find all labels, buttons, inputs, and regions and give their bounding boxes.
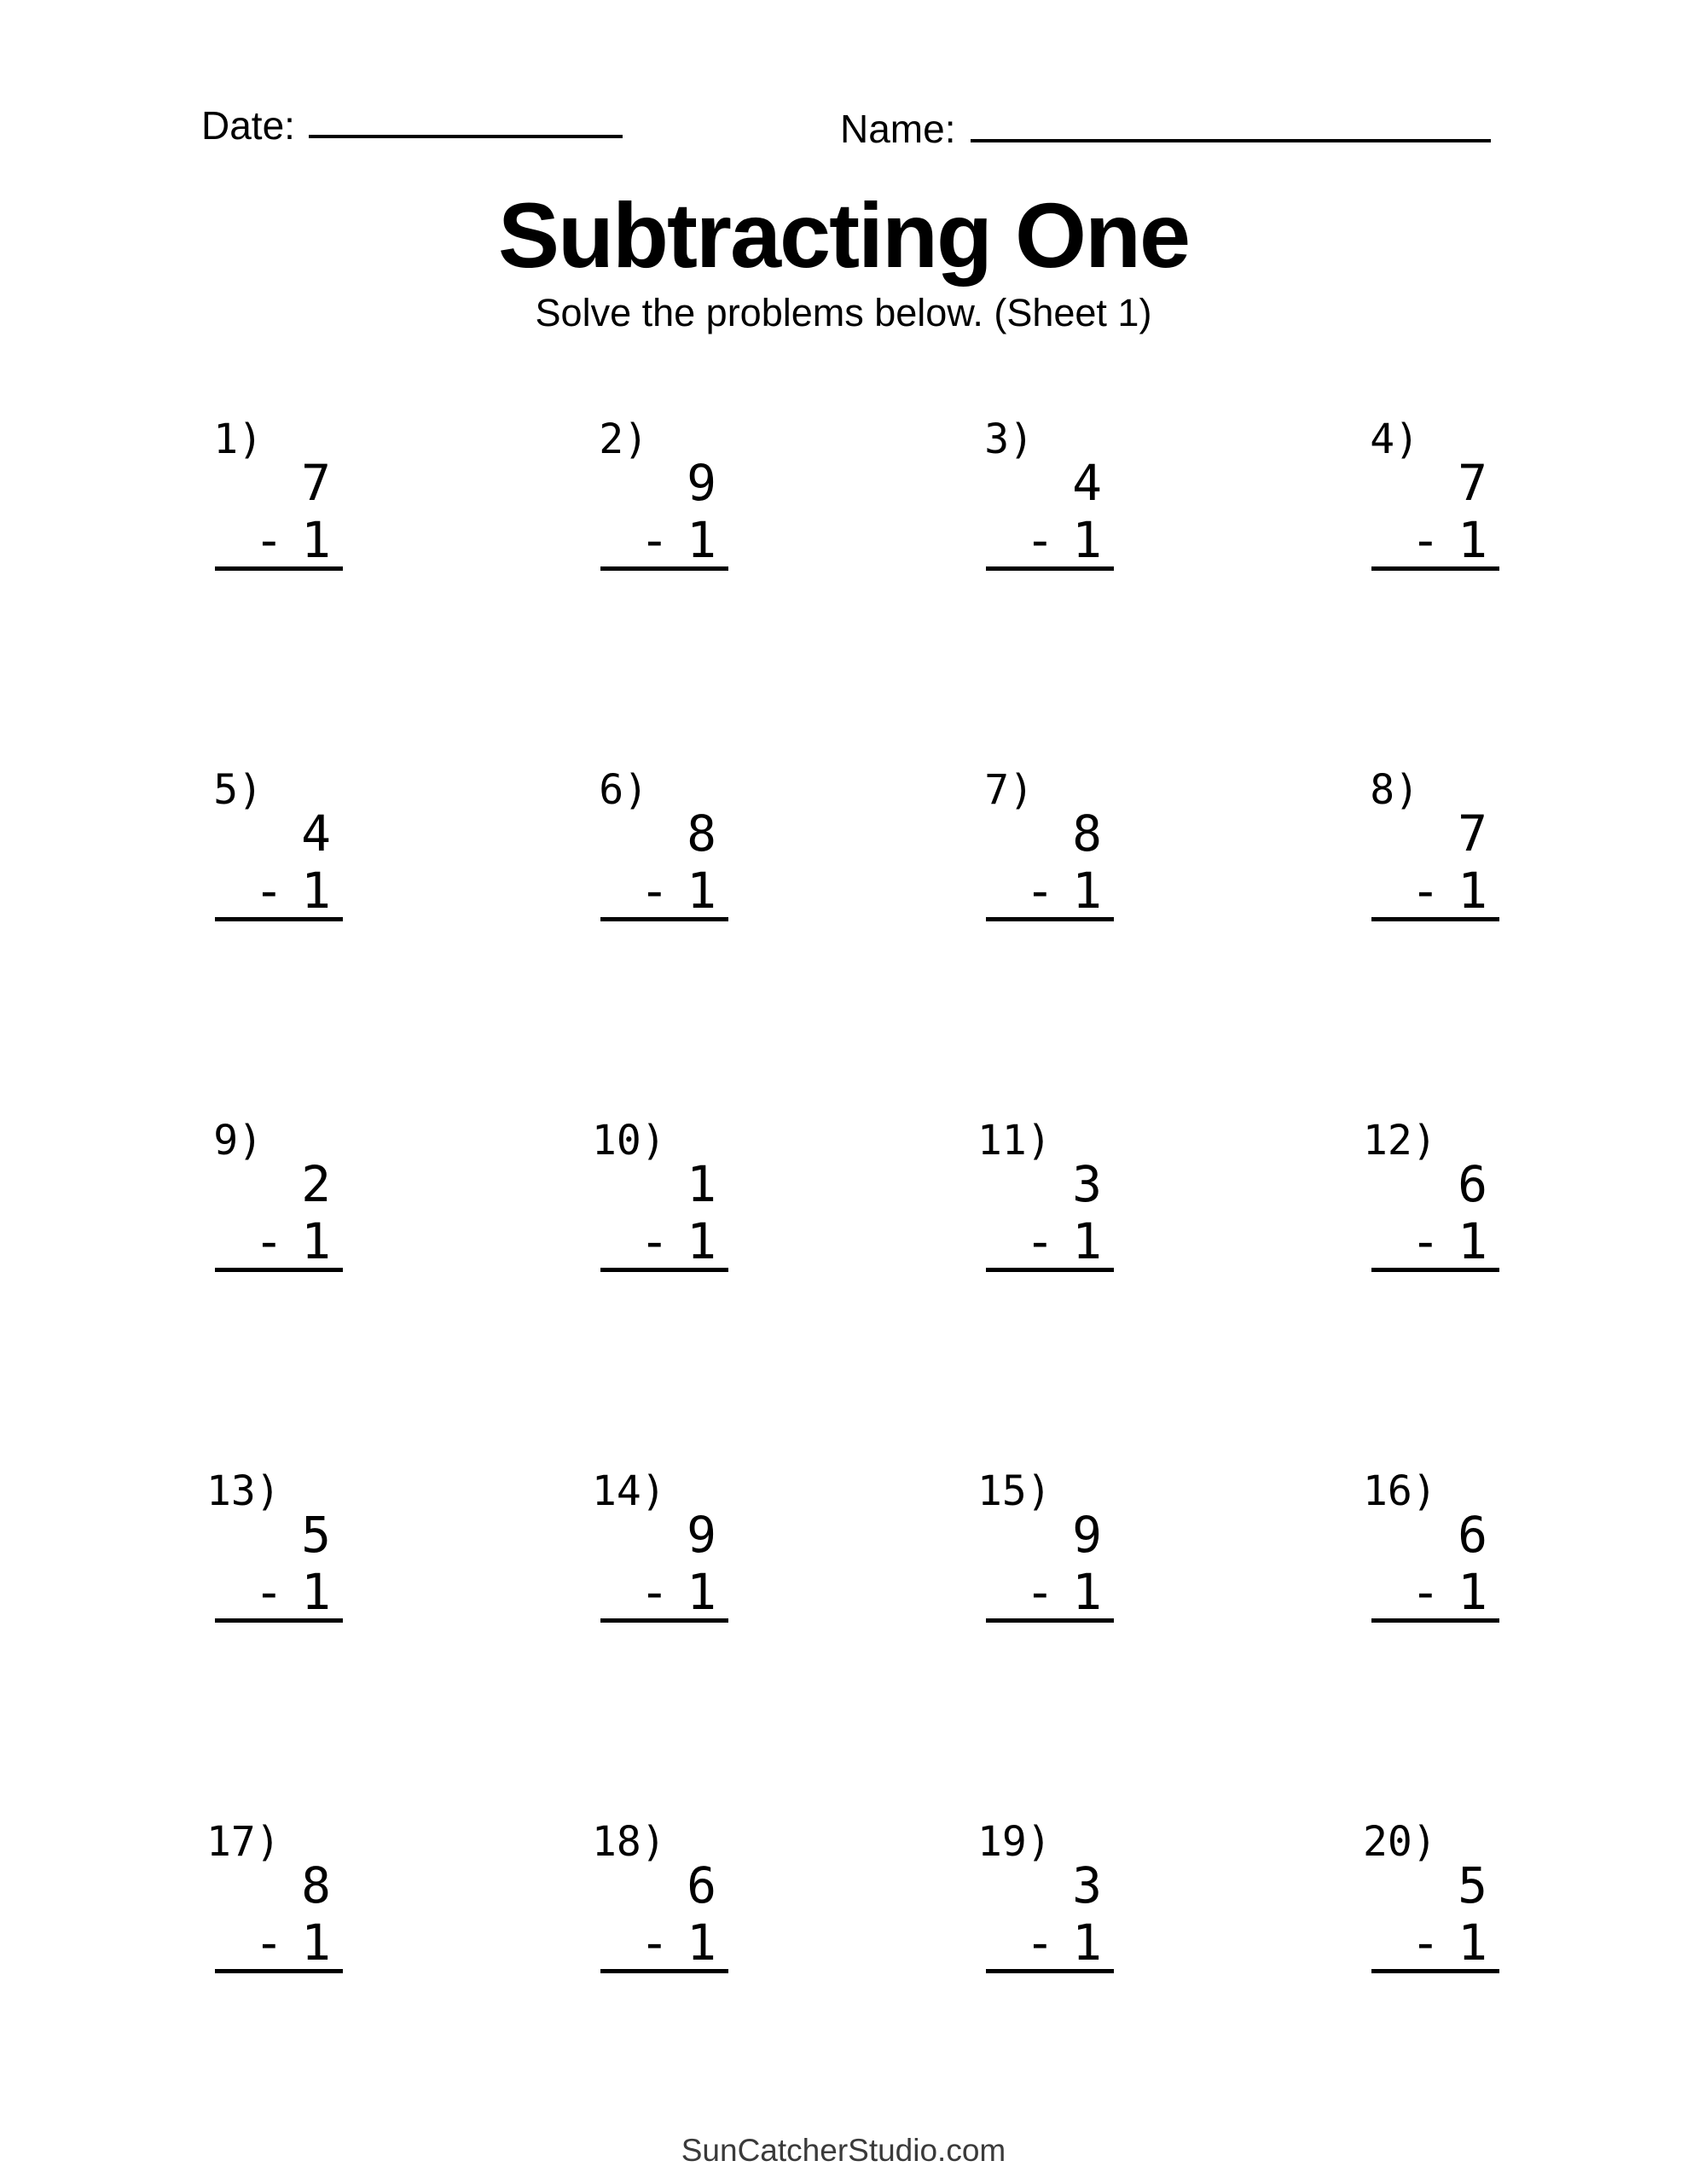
problem-cell xyxy=(213,415,343,571)
minus-operator: - xyxy=(639,511,670,569)
problem-body xyxy=(640,1156,716,1270)
subtrahend: 1 xyxy=(301,1212,331,1270)
operator-row xyxy=(640,512,716,569)
minus-operator: - xyxy=(1410,1212,1441,1270)
minus-operator: - xyxy=(253,862,284,920)
subtrahend: 1 xyxy=(1458,862,1487,920)
problem-number: 18) xyxy=(592,1818,666,1866)
minus-operator: - xyxy=(253,1212,284,1270)
minuend: 7 xyxy=(301,454,331,512)
problem-cell xyxy=(984,415,1114,571)
problem-cell xyxy=(213,1117,343,1272)
operator-row xyxy=(1025,863,1102,920)
problem-number: 13) xyxy=(206,1467,281,1515)
subtrahend: 1 xyxy=(1458,1914,1487,1972)
problem-cell xyxy=(206,1467,343,1623)
problem-cell xyxy=(977,1818,1114,1973)
problem-number: 2) xyxy=(599,415,648,463)
operator-row xyxy=(254,1564,331,1621)
minus-operator: - xyxy=(253,511,284,569)
minus-operator: - xyxy=(1410,1563,1441,1621)
problem-number: 5) xyxy=(213,766,263,814)
problem-body xyxy=(254,1507,331,1621)
operator-row xyxy=(254,1914,331,1972)
minus-operator: - xyxy=(253,1914,284,1972)
minus-operator: - xyxy=(1024,862,1055,920)
problem-body xyxy=(1025,1156,1102,1270)
minuend: 6 xyxy=(1458,1506,1487,1564)
subtrahend: 1 xyxy=(301,1563,331,1621)
operator-row xyxy=(254,1213,331,1270)
minus-operator: - xyxy=(1410,511,1441,569)
minuend: 7 xyxy=(1458,454,1487,512)
minus-operator: - xyxy=(639,1914,670,1972)
problem-number: 11) xyxy=(977,1117,1052,1165)
problem-cell xyxy=(984,766,1114,921)
problems-grid xyxy=(206,415,1499,1973)
problem-cell xyxy=(206,1818,343,1973)
minuend: 8 xyxy=(1072,804,1102,863)
minuend: 8 xyxy=(687,804,716,863)
problem-number: 6) xyxy=(599,766,648,814)
minus-operator: - xyxy=(1410,862,1441,920)
problem-body xyxy=(640,1507,716,1621)
problem-cell xyxy=(1370,766,1499,921)
subtrahend: 1 xyxy=(301,862,331,920)
problem-number: 14) xyxy=(592,1467,666,1515)
problem-body xyxy=(640,455,716,569)
problem-body xyxy=(1025,1857,1102,1972)
subtrahend: 1 xyxy=(1072,1914,1102,1972)
problem-body xyxy=(1411,455,1487,569)
subtrahend: 1 xyxy=(1072,511,1102,569)
subtrahend: 1 xyxy=(1458,511,1487,569)
problem-body xyxy=(1411,1156,1487,1270)
operator-row xyxy=(1411,1213,1487,1270)
minuend: 5 xyxy=(301,1506,331,1564)
problem-number: 15) xyxy=(977,1467,1052,1515)
minuend: 1 xyxy=(687,1155,716,1213)
problem-cell xyxy=(213,766,343,921)
minuend: 6 xyxy=(687,1856,716,1914)
subtrahend: 1 xyxy=(1458,1563,1487,1621)
minuend: 2 xyxy=(301,1155,331,1213)
operator-row xyxy=(1025,1213,1102,1270)
minuend: 6 xyxy=(1458,1155,1487,1213)
subtrahend: 1 xyxy=(687,1914,716,1972)
operator-row xyxy=(1411,512,1487,569)
problem-cell xyxy=(977,1467,1114,1623)
problem-cell xyxy=(1363,1467,1499,1623)
problem-cell xyxy=(977,1117,1114,1272)
minuend: 3 xyxy=(1072,1155,1102,1213)
problem-cell xyxy=(599,766,728,921)
problem-number: 9) xyxy=(213,1117,263,1165)
name-label: Name: xyxy=(840,107,956,151)
problem-number: 8) xyxy=(1370,766,1419,814)
operator-row xyxy=(1411,1564,1487,1621)
subtrahend: 1 xyxy=(687,1563,716,1621)
operator-row xyxy=(640,1213,716,1270)
subtrahend: 1 xyxy=(1072,1212,1102,1270)
subtrahend: 1 xyxy=(687,1212,716,1270)
problem-number: 12) xyxy=(1363,1117,1437,1165)
problem-cell xyxy=(1363,1117,1499,1272)
minus-operator: - xyxy=(1024,1212,1055,1270)
problem-cell xyxy=(1370,415,1499,571)
page-title: Subtracting One xyxy=(497,183,1190,287)
problem-number: 19) xyxy=(977,1818,1052,1866)
problem-cell xyxy=(592,1818,728,1973)
minuend: 9 xyxy=(687,1506,716,1564)
operator-row xyxy=(254,512,331,569)
problem-number: 10) xyxy=(592,1117,666,1165)
minus-operator: - xyxy=(639,1212,670,1270)
subtrahend: 1 xyxy=(1458,1212,1487,1270)
minuend: 9 xyxy=(687,454,716,512)
minus-operator: - xyxy=(1410,1914,1441,1972)
problem-body xyxy=(1411,1857,1487,1972)
problem-cell xyxy=(1363,1818,1499,1973)
operator-row xyxy=(640,1564,716,1621)
problem-body xyxy=(1025,805,1102,920)
problem-body xyxy=(640,1857,716,1972)
problem-body xyxy=(254,1156,331,1270)
problem-body xyxy=(254,455,331,569)
problem-body xyxy=(254,1857,331,1972)
operator-row xyxy=(1411,1914,1487,1972)
minus-operator: - xyxy=(1024,1563,1055,1621)
subtrahend: 1 xyxy=(301,1914,331,1972)
subtrahend: 1 xyxy=(1072,1563,1102,1621)
operator-row xyxy=(1025,512,1102,569)
problem-cell xyxy=(599,415,728,571)
minuend: 4 xyxy=(1072,454,1102,512)
minuend: 9 xyxy=(1072,1506,1102,1564)
subtrahend: 1 xyxy=(1072,862,1102,920)
minus-operator: - xyxy=(1024,511,1055,569)
minus-operator: - xyxy=(253,1563,284,1621)
problem-number: 20) xyxy=(1363,1818,1437,1866)
problem-body xyxy=(1411,805,1487,920)
operator-row xyxy=(1025,1564,1102,1621)
problem-cell xyxy=(592,1117,728,1272)
operator-row xyxy=(254,863,331,920)
problem-body xyxy=(1025,455,1102,569)
operator-row xyxy=(640,863,716,920)
subtrahend: 1 xyxy=(687,511,716,569)
problem-number: 3) xyxy=(984,415,1034,463)
minuend: 5 xyxy=(1458,1856,1487,1914)
date-label: Date: xyxy=(201,103,295,148)
page-subtitle: Solve the problems below. (Sheet 1) xyxy=(535,291,1152,334)
minus-operator: - xyxy=(1024,1914,1055,1972)
minuend: 7 xyxy=(1458,804,1487,863)
operator-row xyxy=(1411,863,1487,920)
problem-number: 16) xyxy=(1363,1467,1437,1515)
problem-body xyxy=(1411,1507,1487,1621)
problem-body xyxy=(254,805,331,920)
minuend: 8 xyxy=(301,1856,331,1914)
minuend: 3 xyxy=(1072,1856,1102,1914)
date-blank-line xyxy=(309,135,623,138)
name-blank-line xyxy=(971,139,1491,142)
problem-body xyxy=(640,805,716,920)
minus-operator: - xyxy=(639,1563,670,1621)
problem-number: 4) xyxy=(1370,415,1419,463)
problem-number: 1) xyxy=(213,415,263,463)
minuend: 4 xyxy=(301,804,331,863)
problem-body xyxy=(1025,1507,1102,1621)
problem-number: 7) xyxy=(984,766,1034,814)
footer-site-credit: SunCatcherStudio.com xyxy=(681,2133,1006,2168)
operator-row xyxy=(640,1914,716,1972)
problem-cell xyxy=(592,1467,728,1623)
problem-number: 17) xyxy=(206,1818,281,1866)
subtrahend: 1 xyxy=(301,511,331,569)
minus-operator: - xyxy=(639,862,670,920)
operator-row xyxy=(1025,1914,1102,1972)
subtrahend: 1 xyxy=(687,862,716,920)
